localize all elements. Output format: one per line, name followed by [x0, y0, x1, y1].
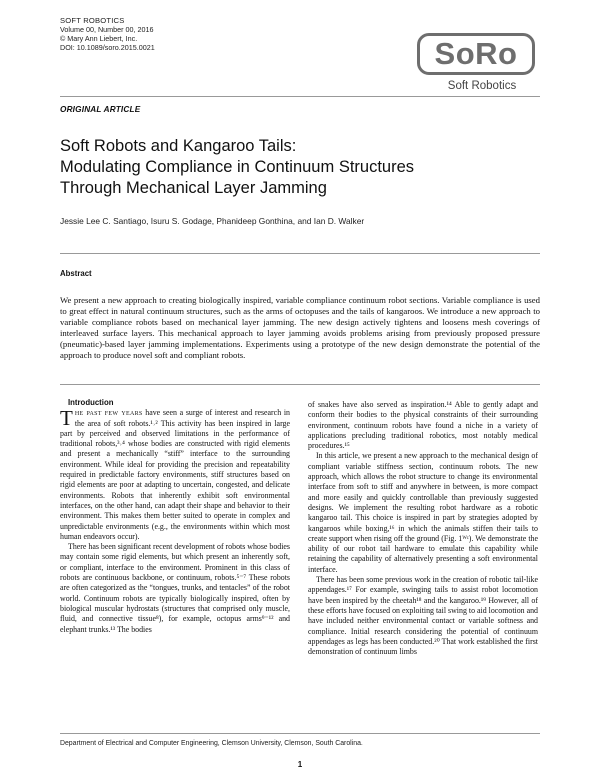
title-line: Modulating Compliance in Continuum Structures — [60, 158, 415, 176]
abstract-divider-bottom — [60, 384, 540, 385]
intro-paragraph-2: There has been significant recent development of robots whose bodies may contain some rigid elements, but which present an inherently soft, or compliant, interface to the environment. Prominent in this class of robots are continuous backbone, or continuum, robots.⁵⁻⁷ These robots are often categorized as the “tongues, trunks, and tentacles” of the robot world. Continuum robots are typically biologically inspired, often by biological muscular hydrostats (structures that comprised only muscle, fluid, and connective tissue⁸), for example, octopus arms⁹⁻¹² and elephant trunks.¹³ The bodies — [60, 542, 290, 634]
author-list: Jessie Lee C. Santiago, Isuru S. Godage, Phanideep Gonthina, and Ian D. Walker — [60, 216, 365, 226]
drop-cap: T — [60, 406, 73, 431]
article-title — [60, 136, 540, 199]
volume-info: Volume 00, Number 00, 2016 — [60, 25, 154, 34]
affiliation-footnote: Department of Electrical and Computer Engineering, Clemson University, Clemson, South Carolina. — [60, 740, 363, 747]
title-line: Through Mechanical Layer Jamming — [60, 179, 327, 197]
abstract-text: We present a new approach to creating biologically inspired, variable compliance continuum robot sections. Variable compliance is used to great effect in natural continuum structures, such as the arms of octopuses and the tails of kangaroos. We introduce a new approach to variable compliance robots based on mechanical layer jamming. The new design actively tightens and loosens mesh coverings of interleaved surface layers. This mechanical approach to layer jamming avoids problems arising from previously proposed pressure (pneumatic)-based layer jamming implementations. Experiments using a prototype of the new design demonstrate the potential of the approach to produce novel soft and compliant robots. — [60, 295, 540, 360]
abstract-divider-top — [60, 253, 540, 254]
intro-paragraph-1-text: have seen a surge of interest and research in the area of soft robots.¹˒² This activity has been inspired in large part by perceived and observed limitations in the performance of traditional robots,³˒⁴ whose bodies are constructed with rigid elements and present a mechanically “stiff” interface to the surrounding environment. While ideal for providing the precision and repeatability required in predictable factory environments, stiff structures based on rigid elements are poor at adapting to uncertain, congested, and delicate environments. Robots that inherently exhibit soft environmental interfaces, on the other hand, can adapt their shape and behavior to their environment. This makes them better suited to operate in complex and unpredictable environments (e.g., the environments within which most human endeavors occur). — [60, 408, 290, 541]
page-number: 1 — [297, 760, 303, 769]
abstract-heading: Abstract — [60, 269, 92, 278]
soro-logo: SoRo — [417, 33, 535, 75]
intro-paragraph-3: of snakes have also served as inspiration.¹⁴ Able to gently adapt and conform their bodies to the physical constraints of their surrounding environment, continuum robots have found a niche in a variety of applications precluding traditional robotics, most notably medical procedures.¹⁵ — [308, 400, 538, 451]
section-heading-introduction: Introduction — [68, 398, 114, 407]
left-column — [60, 398, 290, 635]
right-column — [308, 400, 538, 657]
intro-paragraph-5: There has been some previous work in the creation of robotic tail-like appendages.¹⁷ For example, swinging tails to assist robot locomotion have been inspired by the cheetah¹⁸ and the kangaroo.¹⁹ However, all of these efforts have focused on exploiting tail swing to aid locomotion and have included neither environmental contact or variable softness and compliance. Initial research considering the potential of continuum appendages as legs has been conducted.²⁰ That work established the first demonstration of continuum limbs — [308, 575, 538, 657]
journal-metadata — [60, 16, 155, 52]
footnote-divider — [60, 733, 540, 734]
article-type: ORIGINAL ARTICLE — [60, 105, 141, 114]
smallcaps-opening: he past few years — [74, 408, 143, 418]
intro-paragraph-1 — [60, 408, 290, 542]
copyright-line: © Mary Ann Liebert, Inc. — [60, 34, 138, 43]
journal-name: SOFT ROBOTICS — [60, 16, 125, 25]
intro-paragraph-4: In this article, we present a new approach to the mechanical design of compliant variable stiffness section, continuum robots. The new approach, which allows the robot structure to change its environmental interface from soft to stiff and anywhere in between, is more compact and more easily and quickly controllable than previously suggested designs. We implement the resulting robot hardware as a robotic kangaroo tail. This choice is inspired in part by strategies adopted by kangaroos while boxing,¹⁶ in which the animals stiffen their tails to create support when rising off the ground (Fig. 1ᵂᶜ). We demonstrate the ability of our robot tail hardware to emulate this capability while retaining the capability of alternatively presenting a soft environmental interface. — [308, 451, 538, 574]
header-divider — [60, 96, 540, 97]
title-line: Soft Robots and Kangaroo Tails: — [60, 137, 297, 155]
logo-subtitle: Soft Robotics — [447, 80, 517, 92]
doi-line: DOI: 10.1089/soro.2015.0021 — [60, 43, 155, 52]
